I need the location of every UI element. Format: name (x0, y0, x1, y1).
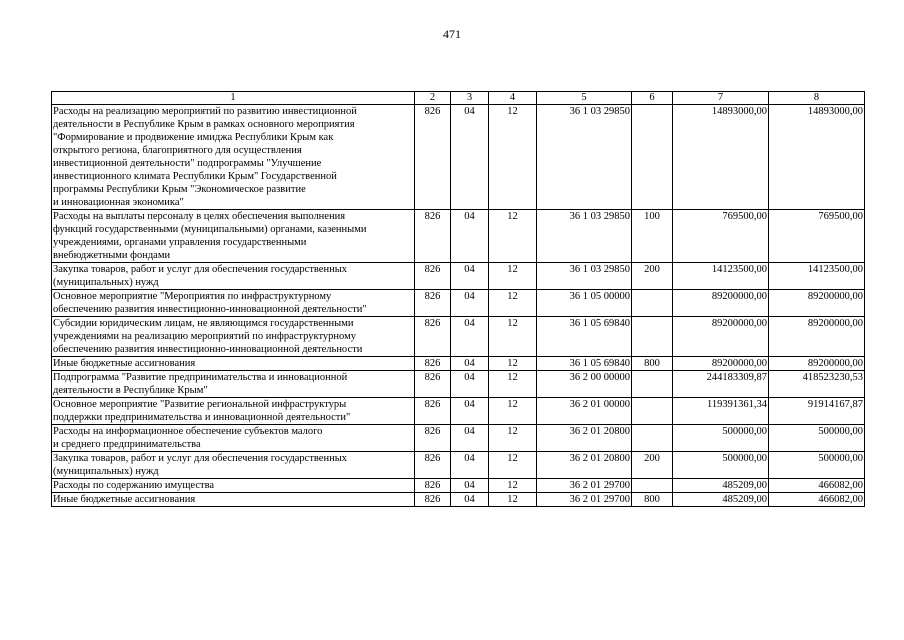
expense-type-code: 200 (632, 263, 673, 290)
section-code: 04 (451, 317, 489, 357)
amount-col8: 500000,00 (769, 452, 865, 479)
target-article-code: 36 1 03 29850 (537, 105, 632, 210)
subsection-code: 12 (489, 479, 537, 493)
subsection-code: 12 (489, 317, 537, 357)
amount-col7: 500000,00 (673, 452, 769, 479)
table-row (52, 263, 865, 290)
amount-col8: 500000,00 (769, 425, 865, 452)
expense-name: Субсидии юридическим лицам, не являющимся государственными учреждениями на реализацию мероприятий по инфраструктурному обеспечению развития инвестиционно-инновационной деятельности (52, 317, 415, 357)
section-code: 04 (451, 357, 489, 371)
ministry-code: 826 (415, 210, 451, 263)
table-row (52, 210, 865, 263)
subsection-code: 12 (489, 210, 537, 263)
amount-col7: 119391361,34 (673, 398, 769, 425)
target-article-code: 36 1 05 69840 (537, 357, 632, 371)
target-article-code: 36 2 01 20800 (537, 452, 632, 479)
expense-type-code: 200 (632, 452, 673, 479)
section-code: 04 (451, 479, 489, 493)
table-row (52, 317, 865, 357)
expense-name: Иные бюджетные ассигнования (52, 357, 415, 371)
amount-col7: 244183309,87 (673, 371, 769, 398)
target-article-code: 36 2 01 20800 (537, 425, 632, 452)
subsection-code: 12 (489, 452, 537, 479)
amount-col8: 466082,00 (769, 493, 865, 507)
subsection-code: 12 (489, 290, 537, 317)
subsection-code: 12 (489, 493, 537, 507)
amount-col8: 418523230,53 (769, 371, 865, 398)
table-row (52, 105, 865, 210)
subsection-code: 12 (489, 398, 537, 425)
table-row (52, 357, 865, 371)
target-article-code: 36 1 03 29850 (537, 210, 632, 263)
column-header: 7 (673, 92, 769, 105)
expense-type-code (632, 398, 673, 425)
amount-col7: 769500,00 (673, 210, 769, 263)
expense-type-code (632, 317, 673, 357)
target-article-code: 36 2 01 00000 (537, 398, 632, 425)
ministry-code: 826 (415, 452, 451, 479)
column-header: 4 (489, 92, 537, 105)
expense-name: Основное мероприятие "Развитие региональной инфраструктуры поддержки предпринимательства и инновационной деятельности" (52, 398, 415, 425)
amount-col7: 89200000,00 (673, 357, 769, 371)
target-article-code: 36 1 03 29850 (537, 263, 632, 290)
ministry-code: 826 (415, 105, 451, 210)
expense-name: Закупка товаров, работ и услуг для обеспечения государственных (муниципальных) нужд (52, 263, 415, 290)
table-row (52, 493, 865, 507)
target-article-code: 36 2 01 29700 (537, 479, 632, 493)
expense-name: Иные бюджетные ассигнования (52, 493, 415, 507)
amount-col7: 89200000,00 (673, 317, 769, 357)
subsection-code: 12 (489, 105, 537, 210)
column-header: 6 (632, 92, 673, 105)
subsection-code: 12 (489, 357, 537, 371)
expense-type-code (632, 105, 673, 210)
ministry-code: 826 (415, 290, 451, 317)
ministry-code: 826 (415, 425, 451, 452)
section-code: 04 (451, 105, 489, 210)
subsection-code: 12 (489, 425, 537, 452)
expense-type-code: 800 (632, 357, 673, 371)
expense-type-code (632, 371, 673, 398)
table-row (52, 479, 865, 493)
header-row (52, 92, 865, 105)
amount-col8: 769500,00 (769, 210, 865, 263)
ministry-code: 826 (415, 479, 451, 493)
section-code: 04 (451, 290, 489, 317)
target-article-code: 36 1 05 00000 (537, 290, 632, 317)
table-row (52, 398, 865, 425)
section-code: 04 (451, 371, 489, 398)
section-code: 04 (451, 425, 489, 452)
subsection-code: 12 (489, 263, 537, 290)
amount-col7: 14893000,00 (673, 105, 769, 210)
amount-col7: 485209,00 (673, 479, 769, 493)
expense-name: Расходы на выплаты персоналу в целях обеспечения выполнения функций государственными (муниципальными) органами, казенными учреждениями, органами управления государственными внебюджетными фондами (52, 210, 415, 263)
amount-col8: 14893000,00 (769, 105, 865, 210)
table-row (52, 371, 865, 398)
amount-col7: 14123500,00 (673, 263, 769, 290)
section-code: 04 (451, 210, 489, 263)
expense-type-code (632, 425, 673, 452)
amount-col8: 89200000,00 (769, 317, 865, 357)
expense-type-code (632, 479, 673, 493)
amount-col8: 466082,00 (769, 479, 865, 493)
expense-name: Подпрограмма "Развитие предпринимательства и инновационной деятельности в Республике Крым" (52, 371, 415, 398)
table-row (52, 452, 865, 479)
column-header: 2 (415, 92, 451, 105)
expense-name: Закупка товаров, работ и услуг для обеспечения государственных (муниципальных) нужд (52, 452, 415, 479)
expense-name: Основное мероприятие "Мероприятия по инфраструктурному обеспечению развития инвестиционно-инновационной деятельности" (52, 290, 415, 317)
table-row (52, 290, 865, 317)
amount-col8: 89200000,00 (769, 357, 865, 371)
amount-col8: 14123500,00 (769, 263, 865, 290)
target-article-code: 36 2 01 29700 (537, 493, 632, 507)
ministry-code: 826 (415, 371, 451, 398)
column-header: 8 (769, 92, 865, 105)
expense-name: Расходы на реализацию мероприятий по развитию инвестиционной деятельности в Республике Крым в рамках основного мероприятия "Формирование и продвижение имиджа Республики Крым как открытого региона, благоприятного для осуществления инвестиционной деятельности" подпрограммы "Улучшение инвестиционного климата Республики Крым" Государственной программы Республики Крым "Экономическое развитие и инновационная экономика" (52, 105, 415, 210)
target-article-code: 36 1 05 69840 (537, 317, 632, 357)
expense-name: Расходы по содержанию имущества (52, 479, 415, 493)
ministry-code: 826 (415, 357, 451, 371)
amount-col8: 89200000,00 (769, 290, 865, 317)
amount-col8: 91914167,87 (769, 398, 865, 425)
target-article-code: 36 2 00 00000 (537, 371, 632, 398)
section-code: 04 (451, 263, 489, 290)
expense-type-code: 100 (632, 210, 673, 263)
section-code: 04 (451, 493, 489, 507)
ministry-code: 826 (415, 317, 451, 357)
expense-name: Расходы на информационное обеспечение субъектов малого и среднего предпринимательства (52, 425, 415, 452)
column-header: 1 (52, 92, 415, 105)
ministry-code: 826 (415, 493, 451, 507)
subsection-code: 12 (489, 371, 537, 398)
table-row (52, 425, 865, 452)
amount-col7: 89200000,00 (673, 290, 769, 317)
ministry-code: 826 (415, 263, 451, 290)
column-header: 3 (451, 92, 489, 105)
budget-table (51, 91, 865, 507)
section-code: 04 (451, 398, 489, 425)
expense-type-code: 800 (632, 493, 673, 507)
amount-col7: 500000,00 (673, 425, 769, 452)
amount-col7: 485209,00 (673, 493, 769, 507)
column-header: 5 (537, 92, 632, 105)
section-code: 04 (451, 452, 489, 479)
ministry-code: 826 (415, 398, 451, 425)
page-number: 471 (443, 27, 461, 41)
expense-type-code (632, 290, 673, 317)
